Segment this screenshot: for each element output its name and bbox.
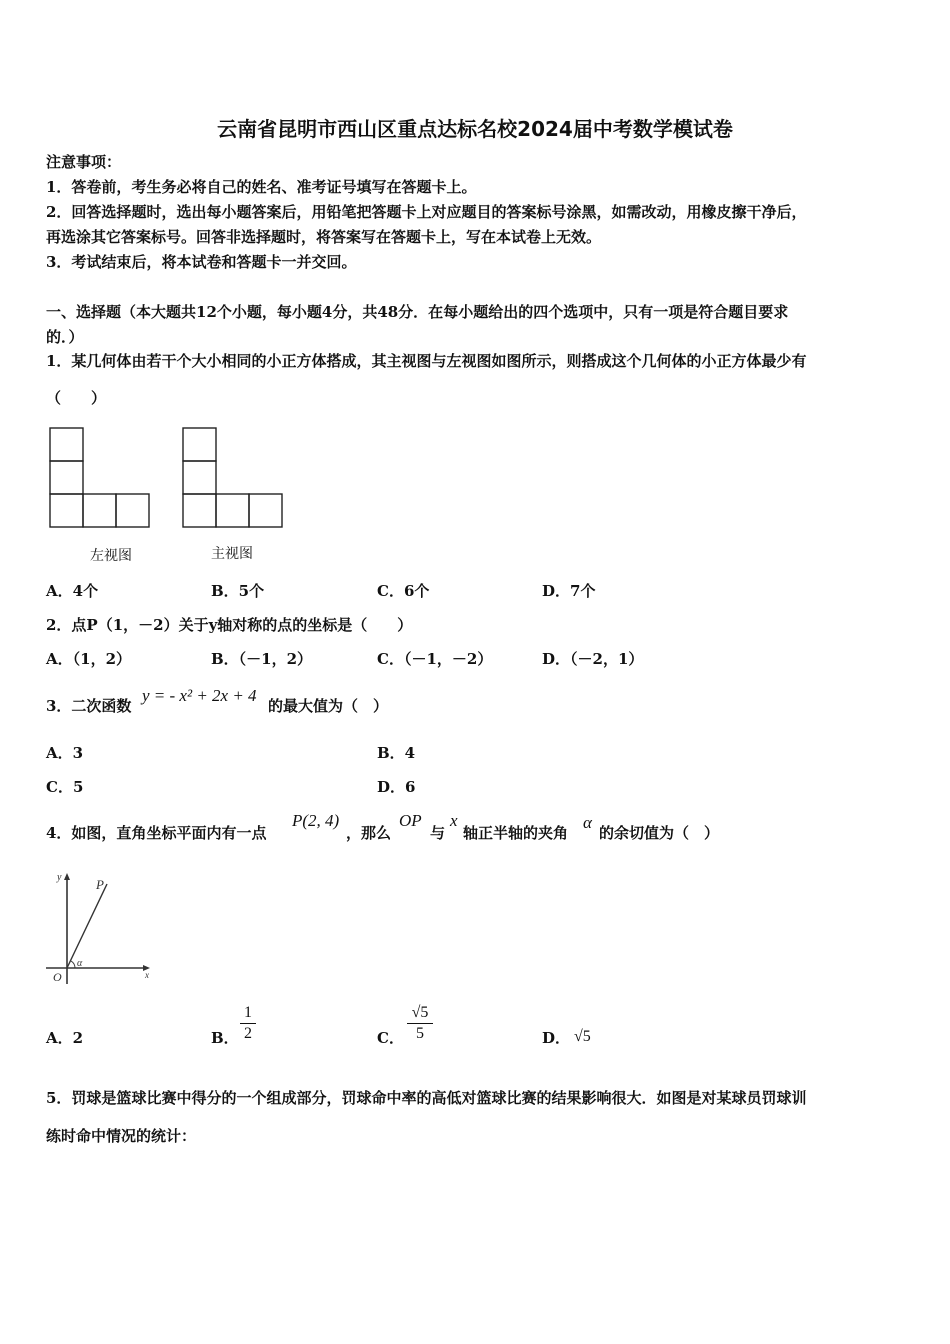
q1-option-b: B．5个 (211, 582, 265, 600)
q1-blank: （ ） (46, 389, 107, 407)
q2-stem: 2．点P（1，－2）关于y轴对称的点的坐标是（ ） (46, 616, 413, 634)
fig-x-label: x (145, 970, 149, 980)
q3-stem-post: 的最大值为（ ） (268, 697, 389, 715)
q4-point: P(2, 4) (292, 811, 340, 830)
q3-option-a: A．3 (46, 744, 84, 762)
q4-option-b-fraction (240, 1004, 256, 1043)
q4-ray: OP (399, 811, 422, 830)
fig-y-label: y (57, 872, 62, 883)
fraction-bar (240, 1023, 256, 1024)
q1-stem: 1．某几何体由若干个大小相同的小正方体搭成，其主视图与左视图如图所示，则搭成这个几何体的小正方体最少有 (46, 352, 807, 370)
notice-item: 3．考试结束后，将本试卷和答题卡一并交回。 (46, 253, 357, 271)
left-view-label: 左视图 (90, 548, 132, 564)
q2-option-d: D．（－2，1） (542, 650, 644, 668)
notice-item: 再选涂其它答案标号。回答非选择题时，将答案写在答题卡上，写在本试卷上无效。 (46, 228, 602, 246)
q4-stem-mid3: 轴正半轴的夹角 (463, 824, 569, 842)
q4-option-d: D． (542, 1029, 571, 1047)
q3-option-b: B．4 (377, 744, 416, 762)
q4-option-d-value: √5 (574, 1028, 591, 1045)
q4-stem-mid2: 与 (430, 824, 446, 842)
section-heading-cont: 的．） (46, 328, 84, 346)
q1-option-a: A．4个 (46, 582, 99, 600)
q4-option-c-fraction (407, 1004, 433, 1043)
q4-axis: x (450, 811, 458, 830)
q4-angle: α (583, 813, 592, 832)
fig-alpha-label: α (77, 958, 83, 969)
page-title: 云南省昆明市西山区重点达标名校2024届中考数学模试卷 (217, 117, 733, 141)
fraction-numerator: 1 (244, 1004, 252, 1021)
q2-option-c: C．（－1，－2） (377, 650, 493, 668)
q2-option-a: A．（1，2） (46, 650, 132, 668)
q1-option-c: C．6个 (377, 582, 430, 600)
q2-option-b: B．（－1，2） (211, 650, 313, 668)
section-heading: 一、选择题（本大题共12个小题，每小题4分，共48分．在每小题给出的四个选项中，只有一项是符合题目要求 (46, 303, 789, 321)
q3-option-c: C．5 (46, 778, 84, 796)
fraction-denominator: 5 (416, 1025, 424, 1042)
notice-item: 1．答卷前，考生务必将自己的姓名、准考证号填写在答题卡上。 (46, 178, 477, 196)
q4-option-c: C． (377, 1029, 404, 1047)
q5-stem-cont: 练时命中情况的统计： (46, 1127, 197, 1145)
q4-option-a: A．2 (46, 1029, 84, 1047)
fraction-bar (407, 1023, 433, 1024)
q5-stem: 5．罚球是篮球比赛中得分的一个组成部分，罚球命中率的高低对篮球比赛的结果影响很大．如图是对某球员罚球训 (46, 1089, 807, 1107)
q4-coordinate-figure (44, 870, 156, 988)
q3-option-d: D．6 (377, 778, 416, 796)
notice-item: 2．回答选择题时，选出每小题答案后，用铅笔把答题卡上对应题目的答案标号涂黑，如需改动，用橡皮擦干净后， (46, 203, 807, 221)
q4-stem-post: 的余切值为（ ） (599, 824, 720, 842)
left-view-figure (49, 427, 153, 528)
fraction-denominator: 2 (244, 1025, 252, 1042)
q1-option-d: D．7个 (542, 582, 596, 600)
main-view-figure (182, 427, 286, 528)
q4-stem-pre: 4．如图，直角坐标平面内有一点 (46, 824, 267, 842)
q4-option-b: B． (211, 1029, 239, 1047)
fraction-numerator: √5 (411, 1004, 429, 1021)
q3-formula: y = - x² + 2x + 4 (142, 686, 257, 705)
q4-stem-mid1: ，那么 (346, 824, 392, 842)
notice-heading: 注意事项： (46, 153, 122, 171)
main-view-label: 主视图 (211, 546, 253, 562)
q3-stem-pre: 3．二次函数 (46, 697, 132, 715)
fig-o-label: O (53, 970, 62, 984)
fig-p-label: P (96, 877, 104, 892)
